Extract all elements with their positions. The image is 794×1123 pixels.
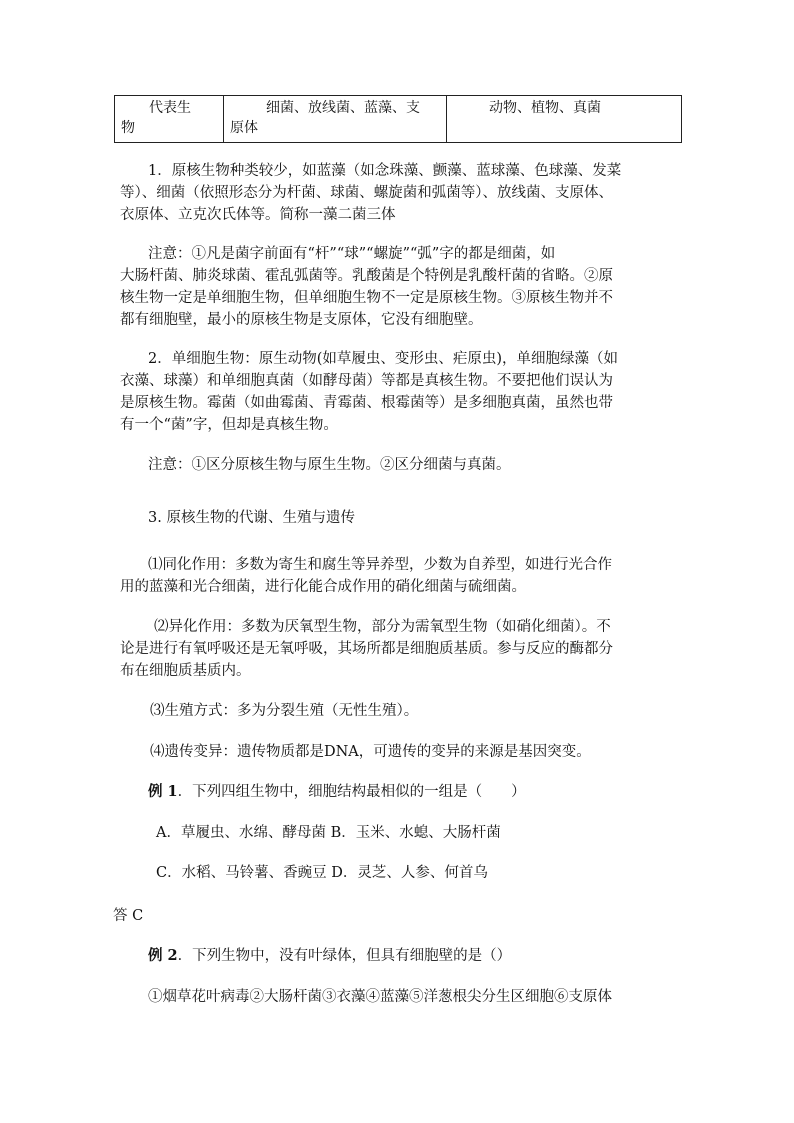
p1-line1: 1．原核生物种类较少，如蓝藻（如念珠藻、颤藻、蓝球藻、色球藻、发菜 bbox=[148, 163, 622, 179]
paragraph-heredity: ⑷遗传变异：遗传物质都是DNA，可遗传的变异的来源是基因突变。 bbox=[150, 744, 591, 760]
cell-label-line1: 代表生 bbox=[149, 100, 191, 116]
example2-label: 例 2 bbox=[148, 947, 178, 964]
example2-options: ①烟草花叶病毒②大肠杆菌③衣藻④蓝藻⑤洋葱根尖分生区细胞⑥支原体 bbox=[148, 989, 612, 1005]
p6-line1: ⑴同化作用：多数为寄生和腐生等异养型，少数为自养型，如进行光合作 bbox=[148, 557, 612, 573]
section-heading-metabolism: 3. 原核生物的代谢、生殖与遗传 bbox=[148, 510, 355, 526]
paragraph-unicellular bbox=[120, 348, 680, 436]
p1-line2: 等）、细菌（依照形态分为杆菌、球菌、螺旋菌和弧菌等）、放线菌、支原体、 bbox=[120, 185, 613, 201]
table-cell-eukaryote bbox=[447, 96, 682, 143]
paragraph-prokaryote-types bbox=[120, 160, 680, 226]
table-cell-label bbox=[115, 96, 224, 143]
p2-line2: 大肠杆菌、肺炎球菌、霍乱弧菌等。乳酸菌是个特例是乳酸杆菌的省略。②原 bbox=[120, 268, 613, 284]
cell-eukaryote: 动物、植物、真菌 bbox=[489, 100, 601, 116]
cell-label-line2: 物 bbox=[121, 120, 135, 136]
paragraph-reproduction: ⑶生殖方式：多为分裂生殖（无性生殖）。 bbox=[150, 703, 419, 719]
example1-answer: 答 C bbox=[113, 908, 144, 924]
paragraph-note-bacteria bbox=[120, 243, 680, 331]
p7-line2: 论是进行有氧呼吸还是无氧呼吸，其场所都是细胞质基质。参与反应的酶都分 bbox=[120, 641, 613, 657]
p3-line1: 2．单细胞生物：原生动物(如草履虫、变形虫、疟原虫)，单细胞绿藻（如 bbox=[148, 351, 619, 367]
p3-line2: 衣藻、球藻）和单细胞真菌（如酵母菌）等都是真核生物。不要把他们误认为 bbox=[120, 373, 613, 389]
p1-line3: 衣原体、立克次氏体等。简称一藻二菌三体 bbox=[120, 207, 396, 223]
cell-prokaryote-line2: 原体 bbox=[230, 120, 258, 136]
p3-line3: 是原核生物。霉菌（如曲霉菌、青霉菌、根霉菌等）是多细胞真菌，虽然也带 bbox=[120, 395, 613, 411]
p6-line2: 用的蓝藻和光合细菌，进行化能合成作用的硝化细菌与硫细菌。 bbox=[120, 579, 526, 595]
table-cell-prokaryote bbox=[224, 96, 447, 143]
p2-line1: 注意：①凡是菌字前面有“杆”“球”“螺旋”“弧”字的都是细菌，如 bbox=[148, 246, 556, 262]
comparison-table bbox=[114, 95, 682, 143]
cell-prokaryote-line1: 细菌、放线菌、蓝藻、支 bbox=[266, 100, 420, 116]
table-row bbox=[115, 96, 682, 143]
paragraph-dissimilation bbox=[120, 616, 680, 682]
p2-line4: 都有细胞壁，最小的原核生物是支原体，它没有细胞壁。 bbox=[120, 312, 483, 328]
p3-line4: 有一个“菌”字，但却是真核生物。 bbox=[120, 417, 338, 433]
p7-line1: ⑵异化作用：多数为厌氧型生物，部分为需氧型生物（如硝化细菌）。不 bbox=[154, 619, 611, 635]
example1-question bbox=[148, 781, 526, 803]
p2-line3: 核生物一定是单细胞生物，但单细胞生物不一定是原核生物。③原核生物并不 bbox=[120, 290, 613, 306]
example1-label: 例 1 bbox=[148, 783, 178, 800]
example2-text: ．下列生物中，没有叶绿体，但具有细胞壁的是（） bbox=[177, 948, 512, 964]
example1-options-ab: A．草履虫、水绵、酵母菌 B．玉米、水螅、大肠杆菌 bbox=[156, 825, 501, 841]
p7-line3: 布在细胞质基质内。 bbox=[120, 663, 251, 679]
example1-text: ．下列四组生物中，细胞结构最相似的一组是（ ） bbox=[177, 784, 526, 800]
paragraph-note-distinguish: 注意：①区分原核生物与原生生物。②区分细菌与真菌。 bbox=[148, 457, 511, 473]
example1-options-cd: C．水稻、马铃薯、香豌豆 D．灵芝、人参、何首乌 bbox=[156, 865, 488, 881]
paragraph-assimilation bbox=[120, 554, 680, 598]
example2-question bbox=[148, 945, 511, 967]
